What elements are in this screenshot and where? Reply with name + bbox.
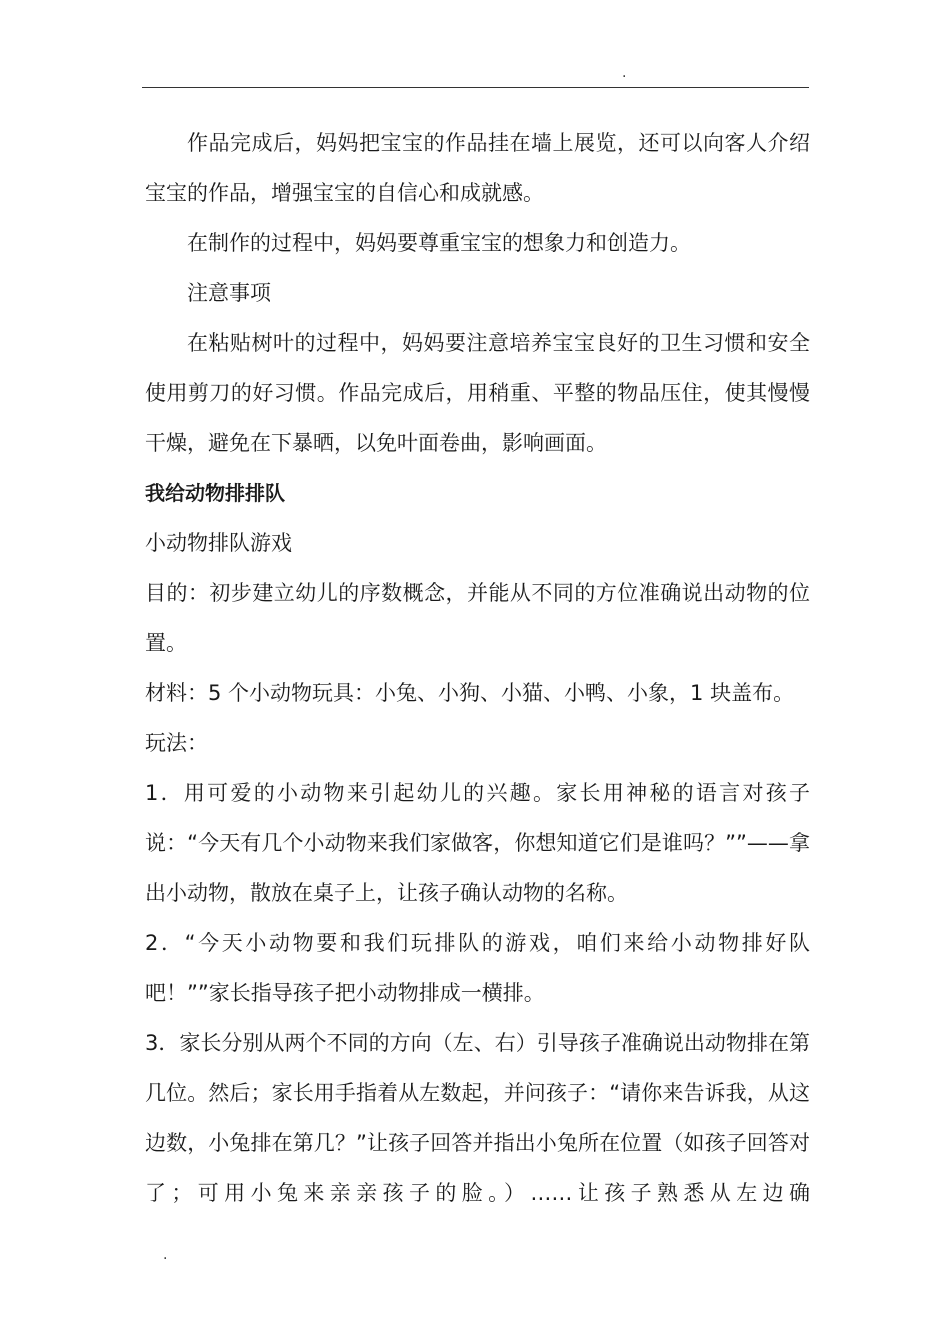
paragraph-materials: 材料：5 个小动物玩具：小兔、小狗、小猫、小鸭、小象，1 块盖布。 xyxy=(145,681,795,705)
section-heading-notes: 注意事项 xyxy=(187,281,271,305)
header-rule xyxy=(142,87,809,88)
list-item-step-1: 1．用可爱的小动物来引起幼儿的兴趣。家长用神秘的语言对孩子说：“今天有几个小动物来我们家做客，你想知道它们是谁吗？””——拿出小动物，散放在桌子上，让孩子确认动物的名称。 xyxy=(145,781,810,905)
list-item-step-3: 3．家长分别从两个不同的方向（左、右）引导孩子准确说出动物排在第几位。然后；家长用手指着从左数起，并问孩子：“请你来告诉我，从这边数，小兔排在第几？”让孩子回答并指出小兔所在位置（如孩子回答对了；可用小兔来亲亲孩子的脸。）……让孩子熟悉从左边确 xyxy=(145,1031,810,1205)
footer-marker: . xyxy=(163,1247,168,1263)
list-item-step-2: 2．“今天小动物要和我们玩排队的游戏，咱们来给小动物排好队吧！””家长指导孩子把小动物排成一横排。 xyxy=(145,931,810,1005)
paragraph-respect-imagination: 在制作的过程中，妈妈要尊重宝宝的想象力和创造力。 xyxy=(187,231,691,255)
paragraph-play-heading: 玩法： xyxy=(145,731,208,755)
header-marker: . xyxy=(622,65,627,81)
activity-title: 我给动物排排队 xyxy=(145,481,285,505)
document-body xyxy=(145,118,810,1218)
activity-subtitle: 小动物排队游戏 xyxy=(145,531,292,555)
paragraph-purpose: 目的：初步建立幼儿的序数概念，并能从不同的方位准确说出动物的位置。 xyxy=(145,581,810,655)
paragraph-artwork-display: 作品完成后，妈妈把宝宝的作品挂在墙上展览，还可以向客人介绍宝宝的作品，增强宝宝的自信心和成就感。 xyxy=(145,131,810,205)
paragraph-safety-habits: 在粘贴树叶的过程中，妈妈要注意培养宝宝良好的卫生习惯和安全使用剪刀的好习惯。作品完成后，用稍重、平整的物品压住，使其慢慢干燥，避免在下暴晒，以免叶面卷曲，影响画面。 xyxy=(145,331,810,455)
